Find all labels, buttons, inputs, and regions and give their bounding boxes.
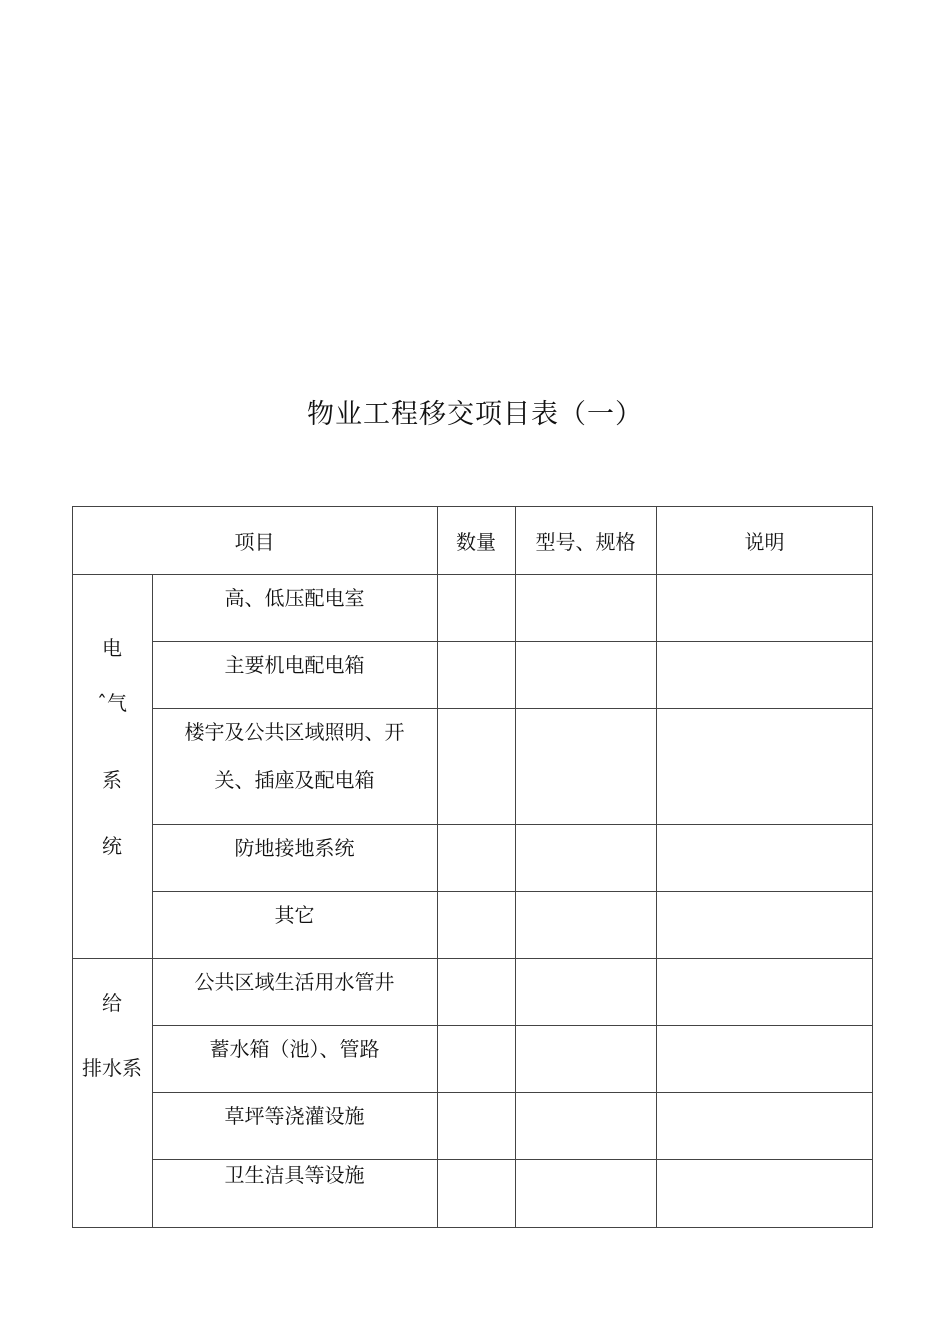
- header-remark: 说明: [744, 530, 785, 554]
- item-name-line: 楼宇及公共区域照明、开: [184, 720, 405, 744]
- category-label-water: 给: [102, 991, 122, 1015]
- category-label-electrical: 统: [102, 834, 122, 858]
- col-divider-spec: [656, 506, 657, 1228]
- table-border-right: [872, 506, 873, 1228]
- item-name: 草坪等浇灌设施: [224, 1104, 365, 1128]
- item-name: 卫生洁具等设施: [224, 1163, 365, 1187]
- category-label-electrical: ˆ气: [97, 691, 127, 715]
- item-name: 公共区域生活用水管井: [194, 970, 395, 994]
- item-name: 高、低压配电室: [224, 586, 365, 610]
- table-border-top: [72, 506, 873, 507]
- header-quantity: 数量: [456, 530, 496, 554]
- item-name: 蓄水箱（池）、管路: [209, 1037, 380, 1061]
- item-name: 其它: [274, 903, 315, 927]
- table-border-bottom: [72, 1227, 873, 1228]
- category-label-water: 排水系: [82, 1056, 142, 1080]
- handover-table: [72, 506, 873, 1228]
- category-label-electrical: 电: [102, 636, 122, 660]
- item-name: 防地接地系统: [234, 836, 355, 860]
- header-item: 项目: [234, 530, 275, 554]
- category-label-electrical: 系: [102, 768, 122, 792]
- page-title: 物业工程移交项目表（一）: [307, 399, 643, 430]
- item-name-line: 关、插座及配电箱: [214, 768, 375, 792]
- header-model-spec: 型号、规格: [535, 530, 636, 554]
- item-name: 主要机电配电箱: [224, 653, 365, 677]
- col-divider-quantity: [515, 506, 516, 1228]
- table-border-left: [72, 506, 73, 1228]
- col-divider-item: [437, 506, 438, 1228]
